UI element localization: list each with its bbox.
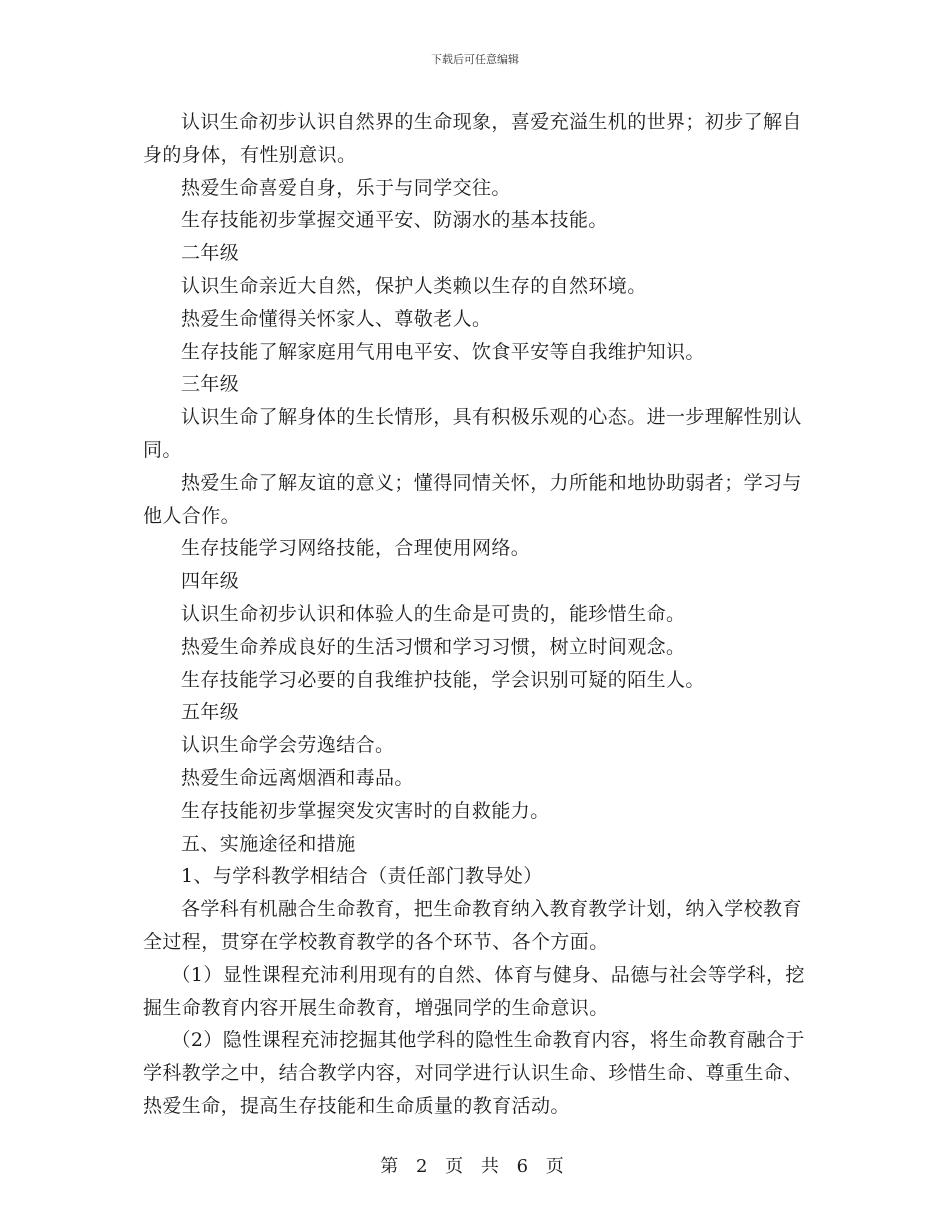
grade-heading: 三年级 [181, 373, 240, 396]
paragraph: 认识生命初步认识和体验人的生命是可贵的，能珍惜生命。 [181, 602, 686, 625]
paragraph: 热爱生命了解友谊的意义；懂得同情关怀，力所能和地协助弱者；学习与他人合作。 [143, 471, 802, 527]
paragraph: （2）隐性课程充沛挖掘其他学科的隐性生命教育内容，将生命教育融合于学科教学之中，结合教学内容，对同学进行认识生命、珍惜生命、尊重生命、热爱生命，提高生存技能和生命质量的教育活动。 [143, 1029, 805, 1117]
paragraph: 热爱生命懂得关怀家人、尊敬老人。 [181, 307, 492, 330]
paragraph: 热爱生命养成良好的生活习惯和学习习惯，树立时间观念。 [181, 635, 686, 658]
grade-heading: 四年级 [181, 570, 240, 593]
section-heading: 五、实施途径和措施 [181, 832, 356, 855]
paragraph: 认识生命了解身体的生长情形，具有积极乐观的心态。进一步理解性别认同。 [143, 406, 802, 461]
subsection-heading: 1、与学科教学相结合（责任部门教导处） [181, 865, 543, 888]
paragraph: 热爱生命远离烟酒和毒品。 [181, 766, 414, 789]
paragraph: 生存技能初步掌握交通平安、防溺水的基本技能。 [181, 209, 608, 232]
paragraph: 生存技能了解家庭用气用电平安、饮食平安等自我维护知识。 [181, 340, 705, 363]
paragraph: （1）显性课程充沛利用现有的自然、体育与健身、品德与社会等学科，挖掘生命教育内容开展生命教育，增强同学的生命意识。 [143, 963, 805, 1019]
page-header-note: 下载后可任意编辑 [431, 53, 519, 66]
paragraph: 认识生命亲近大自然，保护人类赖以生存的自然环境。 [181, 274, 647, 297]
paragraph: 生存技能学习必要的自我维护技能，学会识别可疑的陌生人。 [181, 668, 705, 691]
paragraph: 认识生命学会劳逸结合。 [181, 734, 395, 757]
document-body [143, 106, 808, 1123]
grade-heading: 二年级 [181, 242, 240, 265]
grade-heading: 五年级 [181, 701, 240, 724]
paragraph: 各学科有机融合生命教育，把生命教育纳入教育教学计划，纳入学校教育全过程，贯穿在学校教育教学的各个环节、各个方面。 [143, 898, 802, 953]
paragraph: 热爱生命喜爱自身，乐于与同学交往。 [181, 176, 511, 199]
paragraph: 生存技能学习网络技能，合理使用网络。 [181, 537, 531, 560]
page-number: 第 2 页 共 6 页 [380, 1156, 570, 1177]
paragraph: 生存技能初步掌握突发灾害时的自救能力。 [181, 799, 550, 822]
paragraph: 认识生命初步认识自然界的生命现象，喜爱充溢生机的世界；初步了解自身的身体，有性别意识。 [143, 111, 802, 166]
